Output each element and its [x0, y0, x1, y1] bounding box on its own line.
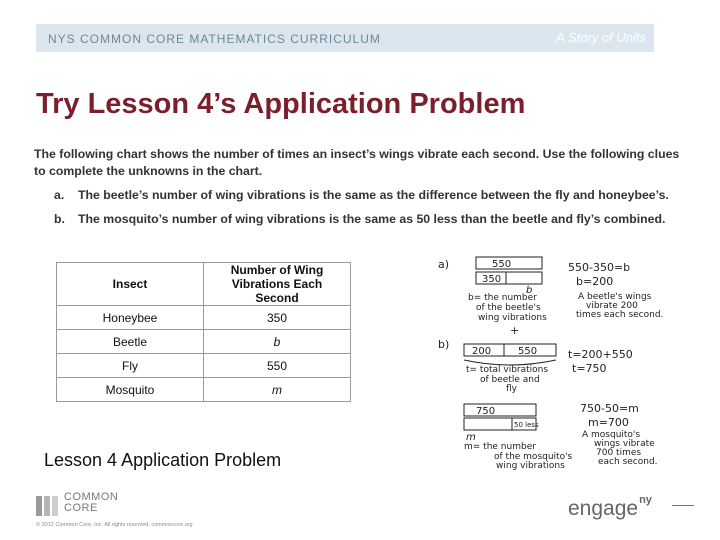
curriculum-label: NYS COMMON CORE MATHEMATICS CURRICULUM	[48, 32, 381, 46]
logo-line-2: CORE	[64, 502, 98, 514]
hw-b-label: b)	[438, 338, 450, 351]
hw-a-top-value: 550	[492, 259, 512, 270]
hw-a-ans2: vibrate 200	[586, 301, 638, 311]
engageny-sup: ny	[639, 494, 652, 506]
hw-a-note2: of the beetle's	[476, 303, 541, 313]
hw-c-top-value: 750	[476, 406, 496, 417]
hw-a-eq2: b=200	[576, 275, 614, 288]
table-cell-value: m	[204, 378, 351, 402]
table-cell-value: 350	[204, 306, 351, 330]
common-core-logo-text	[64, 492, 118, 514]
clue-a-label: a.	[54, 188, 65, 202]
insect-table	[56, 262, 351, 402]
hw-b-eq2: t=750	[572, 362, 607, 375]
hw-b-note1: t= total vibrations	[466, 365, 549, 375]
hw-a-ans1: A beetle's wings	[578, 292, 652, 302]
hw-a-ans3: times each second.	[576, 310, 664, 320]
hw-a-right-bar	[506, 272, 542, 284]
hw-b-note3: fly	[506, 384, 517, 394]
table-cell-insect: Beetle	[57, 330, 204, 354]
table-header-insect: Insect	[57, 263, 204, 306]
table-cell-value: 550	[204, 354, 351, 378]
table-header-vibrations	[204, 263, 351, 306]
hw-b-eq1: t=200+550	[568, 348, 633, 361]
hw-c-m-bar	[464, 418, 512, 430]
hw-c-ans3: 700 times	[596, 448, 642, 458]
footer-rule	[672, 505, 694, 506]
hw-a-note3: wing vibrations	[478, 313, 547, 323]
table-row	[57, 330, 351, 354]
table-row	[57, 378, 351, 402]
hw-c-eq1: 750-50=m	[580, 402, 639, 415]
common-core-logo-icon	[36, 496, 60, 516]
engageny-logo	[568, 494, 652, 521]
table-cell-value: b	[204, 330, 351, 354]
table-cell-insect: Fly	[57, 354, 204, 378]
clue-b-label: b.	[54, 212, 65, 226]
hw-b-right-value: 550	[518, 346, 538, 357]
table-header-vibrations-text: Number of Wing Vibrations Each Second	[230, 263, 324, 305]
hw-a-note1: b= the number	[468, 293, 537, 303]
problem-intro: The following chart shows the number of times an insect’s wings vibrate each second. Use the following clues to complete the unknowns in the chart.	[34, 147, 680, 178]
clue-a-text: The beetle’s number of wing vibrations is the same as the difference between the fly and honeybee’s.	[78, 188, 669, 202]
hw-a-left-value: 350	[482, 274, 502, 285]
hw-a-right-value: b	[526, 285, 533, 296]
hw-c-ans2: wings vibrate	[594, 439, 655, 449]
hw-b-left-value: 200	[472, 346, 492, 357]
hw-c-eq2: m=700	[588, 416, 629, 429]
header-band	[36, 24, 654, 52]
hw-c-top-bar	[464, 404, 536, 416]
clue-a	[54, 188, 669, 202]
clue-b-text: The mosquito’s number of wing vibrations is the same as 50 less than the beetle and fly’s combined.	[78, 212, 666, 226]
table-cell-insect: Honeybee	[57, 306, 204, 330]
hw-c-m: m	[466, 432, 476, 443]
table-caption: Lesson 4 Application Problem	[44, 450, 282, 470]
series-label: A Story of Units	[556, 30, 646, 45]
hw-a-label: a)	[438, 258, 450, 271]
hw-b-plus: +	[510, 324, 520, 337]
hw-b-note2: of beetle and	[480, 375, 540, 385]
hw-c-note3: wing vibrations	[496, 461, 565, 470]
hw-c-note2: of the mosquito's	[494, 452, 573, 462]
hw-c-ans1: A mosquito's	[582, 430, 641, 440]
table-cell-insect: Mosquito	[57, 378, 204, 402]
handwritten-work-image	[430, 248, 680, 470]
engageny-brand: engage	[568, 497, 639, 520]
hw-c-note1: m= the number	[464, 442, 536, 452]
table-row	[57, 306, 351, 330]
page-title: Try Lesson 4’s Application Problem	[36, 88, 526, 120]
table-row	[57, 354, 351, 378]
hw-c-ans4: each second.	[598, 457, 658, 467]
hw-c-less-value: 50 less	[514, 421, 539, 429]
logo-line-1: COMMON	[64, 491, 119, 503]
clue-b	[54, 212, 665, 226]
hw-a-eq1: 550-350=b	[568, 261, 631, 274]
table-header-row	[57, 263, 351, 306]
copyright: © 2012 Common Core, Inc. All rights reserved. commoncore.org	[36, 522, 193, 528]
